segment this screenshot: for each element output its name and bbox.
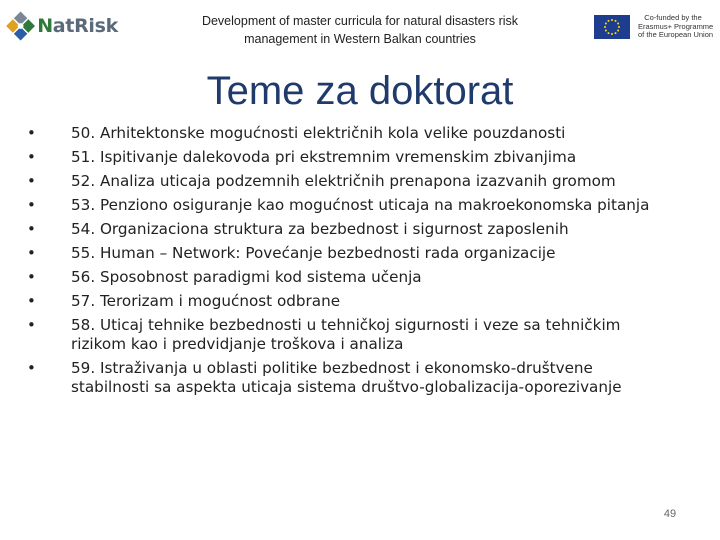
eu-cofunding-text bbox=[638, 13, 714, 40]
topic-item: • 58. Uticaj tehnike bezbednosti u tehničkoj sigurnosti i veze sa tehničkim rizikom kao i predvidjanje troškova i analiza bbox=[24, 316, 674, 354]
eu-flag-icon bbox=[594, 15, 630, 39]
topic-item: • 55. Human – Network: Povećanje bezbednosti rada organizacije bbox=[24, 244, 674, 263]
page-number: 49 bbox=[663, 508, 677, 520]
topic-item: • 52. Analiza uticaja podzemnih električnih prenapona izazvanih gromom bbox=[24, 172, 674, 191]
slide-header bbox=[0, 0, 720, 56]
topic-list bbox=[24, 124, 674, 402]
topic-item: • 53. Penziono osiguranje kao mogućnost uticaja na makroekonomska pitanja bbox=[24, 196, 674, 215]
topic-item: • 59. Istraživanja u oblasti politike bezbednost i ekonomsko-društvene stabilnosti sa aspekta uticaja sistema društvo-globalizacija-oporezivanje bbox=[24, 359, 674, 397]
logo-wordmark bbox=[37, 15, 118, 37]
project-title: Development of master curricula for natural disasters risk management in Western Balkan countries bbox=[201, 14, 519, 46]
eu-text-line-1: Co-funded by the bbox=[644, 13, 702, 22]
eu-text-line-3: of the European Union bbox=[638, 30, 714, 39]
natrisk-logo-icon bbox=[6, 6, 35, 46]
topic-item: • 57. Terorizam i mogućnost odbrane bbox=[24, 292, 674, 311]
topic-item: • 51. Ispitivanje dalekovoda pri ekstremnim vremenskim zbivanjima bbox=[24, 148, 674, 167]
eu-text-line-2: Erasmus+ Programme bbox=[638, 21, 714, 31]
logo-wordmark-prefix: N bbox=[37, 15, 53, 37]
topic-item: • 56. Sposobnost paradigmi kod sistema učenja bbox=[24, 268, 674, 287]
topic-item: • 54. Organizaciona struktura za bezbednost i sigurnost zaposlenih bbox=[24, 220, 674, 239]
slide-title: Teme za doktorat bbox=[206, 69, 514, 113]
topic-item: • 50. Arhitektonske mogućnosti električnih kola velike pouzdanosti bbox=[24, 124, 674, 143]
natrisk-logo bbox=[6, 4, 118, 48]
eu-cofunding-logo bbox=[594, 13, 714, 40]
logo-wordmark-rest: atRisk bbox=[52, 15, 118, 37]
